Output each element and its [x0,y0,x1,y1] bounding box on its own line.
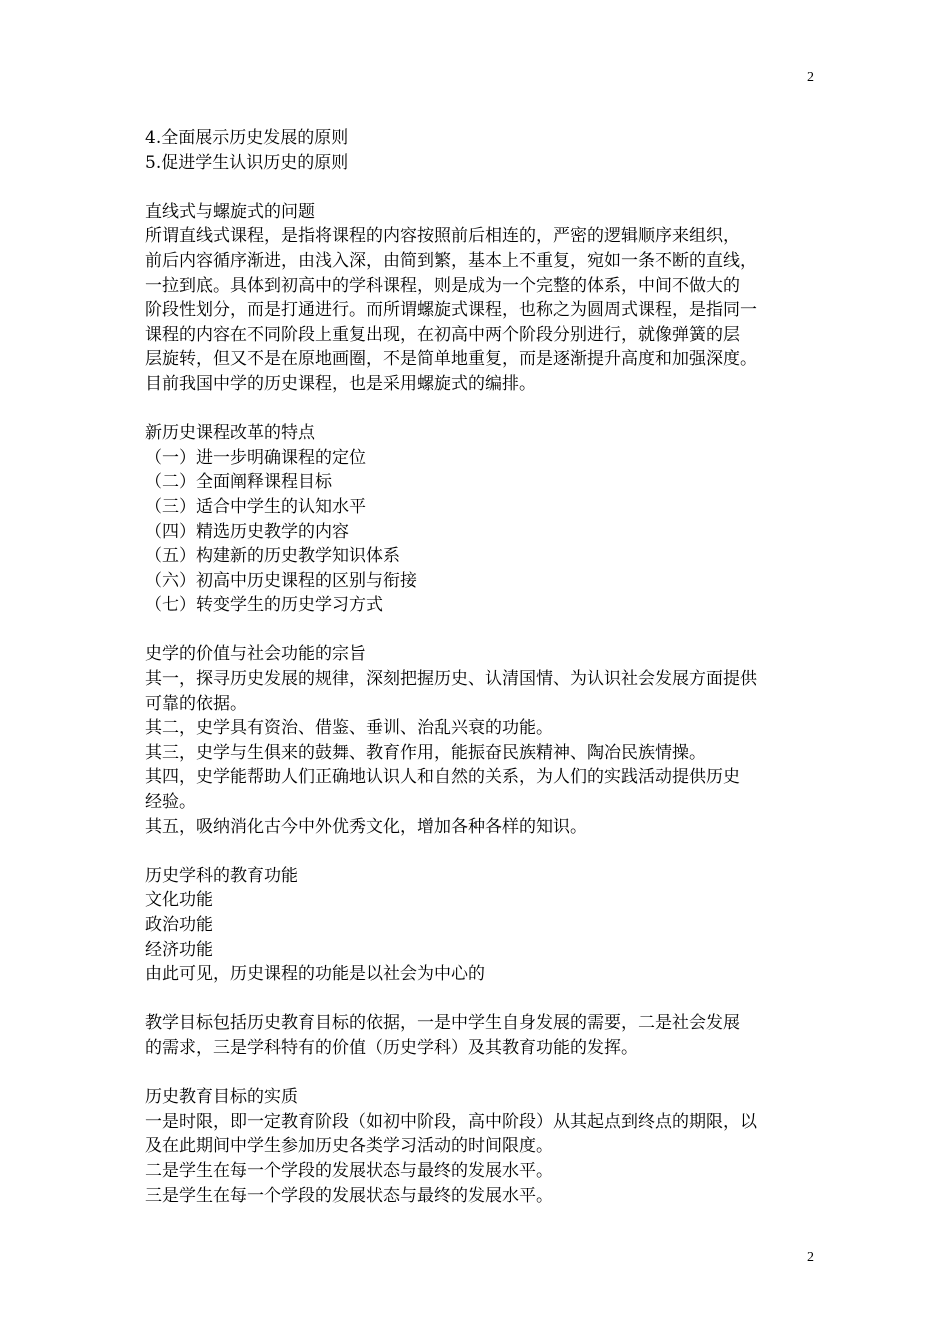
text-line: 一拉到底。具体到初高中的学科课程，则是成为一个完整的体系，中间不做大的 [145,275,740,296]
text-line: 可靠的依据。 [145,693,247,714]
text-line: 史学的价值与社会功能的宗旨 [145,644,366,665]
blank-line [145,397,810,422]
text-line: 二是学生在每一个学段的发展状态与最终的发展水平。 [145,1160,553,1181]
text-line: （四）精选历史教学的内容 [145,521,349,542]
text-line: 经验。 [145,792,196,813]
blank-line [145,987,810,1012]
text-line: 文化功能 [145,890,213,911]
text-line: 其四，史学能帮助人们正确地认识人和自然的关系，为人们的实践活动提供历史 [145,767,740,788]
blank-line [145,1061,810,1086]
footer-page-number: 2 [807,1250,814,1265]
text-line: （一）进一步明确课程的定位 [145,447,366,468]
text-line: 4.全面展示历史发展的原则 [145,128,349,148]
document-body [145,126,810,1208]
blank-line [145,618,810,643]
text-line: 三是学生在每一个学段的发展状态与最终的发展水平。 [145,1185,553,1206]
text-line: 政治功能 [145,915,213,935]
text-line: 其三，史学与生俱来的鼓舞、教育作用，能振奋民族精神、陶冶民族情操。 [145,742,706,763]
text-line: 经济功能 [145,939,213,960]
blank-line [145,175,810,200]
text-line: （三）适合中学生的认知水平 [145,496,366,517]
text-line: 教学目标包括历史教育目标的依据，一是中学生自身发展的需要，二是社会发展 [145,1013,740,1034]
text-line: 直线式与螺旋式的问题 [145,201,315,222]
text-line: 及在此期间中学生参加历史各类学习活动的时间限度。 [145,1136,553,1157]
text-line: 其五，吸纳消化古今中外优秀文化，增加各种各样的知识。 [145,816,587,837]
text-line: 由此可见，历史课程的功能是以社会为中心的 [145,964,485,985]
text-line: 前后内容循序渐进，由浅入深，由简到繁，基本上不重复，宛如一条不断的直线， [145,250,757,271]
blank-line [145,839,810,864]
text-line: 5.促进学生认识历史的原则 [145,152,349,173]
text-line: 所谓直线式课程，是指将课程的内容按照前后相连的，严密的逻辑顺序来组织， [145,226,740,247]
text-line: 新历史课程改革的特点 [145,423,315,444]
text-line: （二）全面阐释课程目标 [145,472,332,493]
text-line: 历史学科的教育功能 [145,865,298,886]
text-line: 层旋转，但又不是在原地画圈，不是简单地重复，而是逐渐提升高度和加强深度。 [145,349,757,370]
text-line: 其一，探寻历史发展的规律，深刻把握历史、认清国情、为认识社会发展方面提供 [145,669,757,690]
header-page-number: 2 [807,70,814,85]
text-line: （六）初高中历史课程的区别与衔接 [145,570,417,591]
text-line: （五）构建新的历史教学知识体系 [145,546,400,567]
text-line: 一是时限，即一定教育阶段（如初中阶段，高中阶段）从其起点到终点的期限，以 [145,1111,757,1132]
text-line: 的需求，三是学科特有的价值（历史学科）及其教育功能的发挥。 [145,1037,638,1058]
text-line: 历史教育目标的实质 [145,1087,298,1108]
text-line: 其二，史学具有资治、借鉴、垂训、治乱兴衰的功能。 [145,718,553,739]
text-line: 目前我国中学的历史课程，也是采用螺旋式的编排。 [145,373,536,394]
text-line: 阶段性划分，而是打通进行。而所谓螺旋式课程，也称之为圆周式课程，是指同一 [145,300,757,321]
text-line: 课程的内容在不同阶段上重复出现，在初高中两个阶段分别进行，就像弹簧的层 [145,324,740,345]
text-line: （七）转变学生的历史学习方式 [145,595,383,616]
